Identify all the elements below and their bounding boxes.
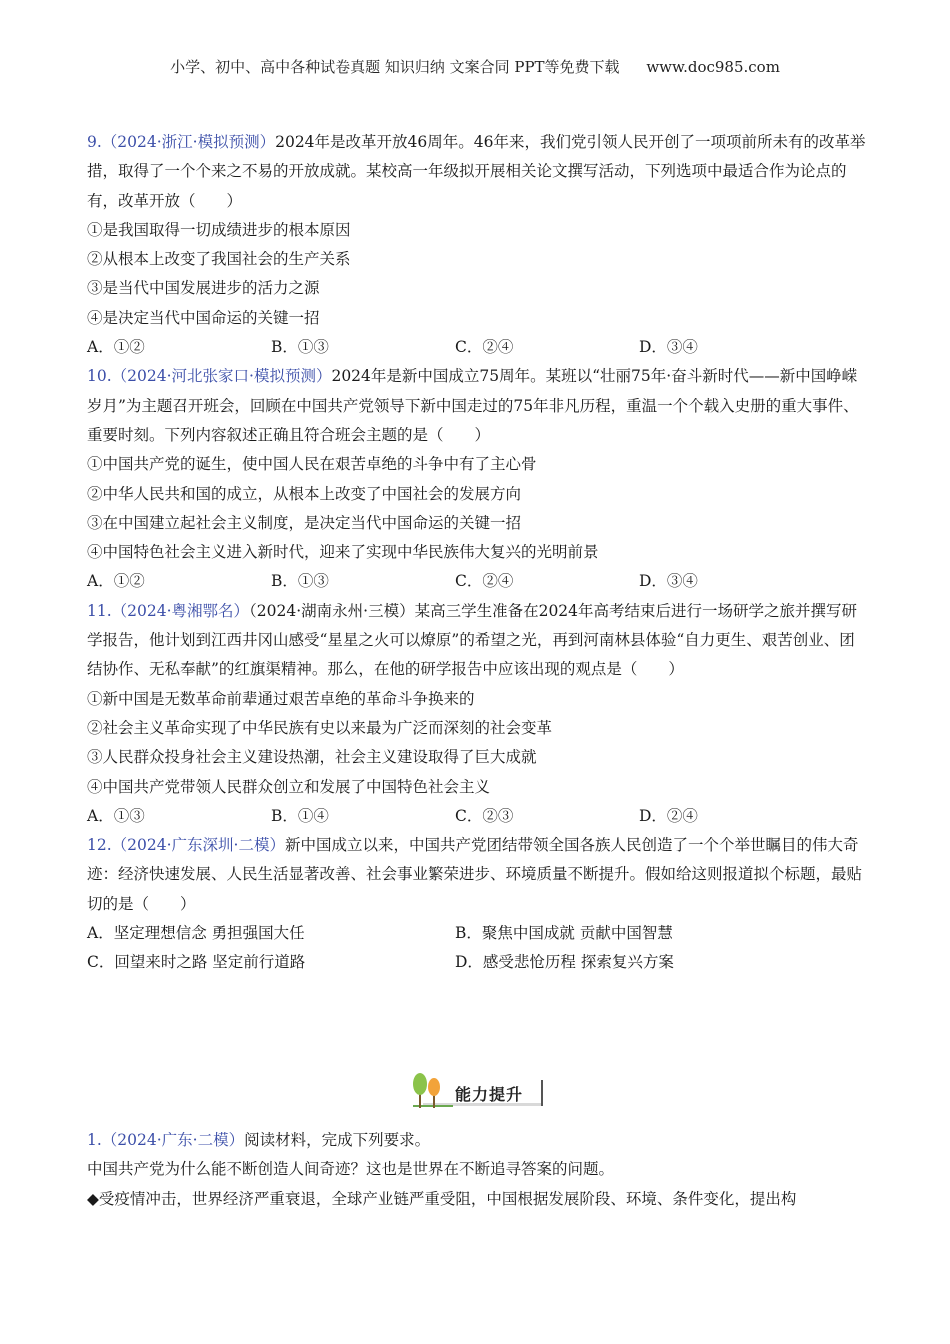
question-ability-1	[87, 1126, 867, 1214]
option-b[interactable]: B．①③	[271, 572, 329, 591]
statement-item: ③是当代中国发展进步的活力之源	[87, 279, 320, 298]
material-line: 中国共产党为什么能不断创造人间奇迹？这也是世界在不断追寻答案的问题。	[87, 1160, 615, 1179]
answer-options	[87, 948, 867, 977]
question-source: 9.（2024·浙江·模拟预测）	[87, 133, 276, 151]
answer-options	[87, 919, 867, 948]
option-d[interactable]: D．②④	[639, 806, 698, 825]
question-12	[87, 831, 867, 977]
answer-options	[87, 333, 867, 362]
option-c[interactable]: C．回望来时之路 坚定前行道路	[87, 953, 306, 972]
statement-item: ②中华人民共和国的成立，从根本上改变了中国社会的发展方向	[87, 484, 522, 503]
option-a[interactable]: A．坚定理想信念 勇担强国大任	[87, 924, 305, 943]
option-b[interactable]: B．聚焦中国成就 贡献中国智慧	[455, 924, 673, 943]
answer-options	[87, 567, 867, 596]
header-text: 小学、初中、高中各种试卷真题 知识归纳 文案合同 PPT等免费下载	[170, 58, 620, 76]
option-a[interactable]: A．①②	[87, 338, 145, 357]
question-10	[87, 362, 867, 596]
question-list	[87, 128, 867, 978]
option-b[interactable]: B．①③	[271, 338, 329, 357]
question-source: 1.（2024·广东·二模）	[87, 1131, 245, 1149]
option-d[interactable]: D．③④	[639, 572, 698, 591]
question-stem: 2024年是新中国成立75周年。某班以“壮丽75年·奋斗新时代——新中国峥嵘岁月”为主题召开班会，回顾在中国共产党领导下新中国走过的75年非凡历程，重温一个个载入史册的重大事件、重要时刻。下列内容叙述正确且符合班会主题的是（ ）	[87, 367, 859, 444]
statement-item: ②从根本上改变了我国社会的生产关系	[87, 250, 351, 269]
statement-item: ①是我国取得一切成绩进步的根本原因	[87, 220, 351, 239]
header-url[interactable]: www.doc985.com	[646, 58, 780, 76]
statement-item: ③在中国建立起社会主义制度，是决定当代中国命运的关键一招	[87, 513, 522, 532]
question-stem: （2024·湖南永州·三模）某高三学生准备在2024年高考结束后进行一场研学之旅并撰写研学报告，他计划到江西井冈山感受“星星之火可以燎原”的希望之光，再到河南林县体验“自力更生、艰苦创业、团结协作、无私奉献”的红旗渠精神。那么，在他的研学报告中应该出现的观点是（ ）	[87, 601, 858, 679]
section-heading	[0, 1072, 950, 1116]
option-c[interactable]: C．②④	[455, 572, 514, 591]
statement-item: ④中国特色社会主义进入新时代，迎来了实现中华民族伟大复兴的光明前景	[87, 543, 599, 562]
statement-item: ①新中国是无数革命前辈通过艰苦卓绝的革命斗争换来的	[87, 689, 475, 708]
question-source: 11.（2024·粤湘鄂名）	[87, 601, 250, 620]
section-title: 能力提升	[455, 1085, 524, 1104]
statement-item: ①中国共产党的诞生，使中国人民在艰苦卓绝的斗争中有了主心骨	[87, 455, 537, 474]
option-c[interactable]: C．②④	[455, 338, 514, 357]
statement-item: ③人民群众投身社会主义建设热潮，社会主义建设取得了巨大成就	[87, 748, 537, 767]
option-a[interactable]: A．①②	[87, 572, 145, 591]
statement-item: ④中国共产党带领人民群众创立和发展了中国特色社会主义	[87, 777, 491, 796]
material-line: ◆受疫情冲击，世界经济严重衰退，全球产业链严重受阻，中国根据发展阶段、环境、条件变化，提出构	[87, 1189, 797, 1208]
option-d[interactable]: D．③④	[639, 338, 698, 357]
question-stem: 阅读材料，完成下列要求。	[244, 1131, 431, 1149]
option-c[interactable]: C．②③	[455, 806, 514, 825]
question-stem: 新中国成立以来，中国共产党团结带领全国各族人民创造了一个个举世瞩目的伟大奇迹：经济快速发展、人民生活显著改善、社会事业繁荣进步、环境质量不断提升。假如给这则报道拟个标题，最贴切的是（ ）	[87, 836, 863, 913]
question-source: 12.（2024·广东深圳·二模）	[87, 836, 285, 855]
question-stem: 2024年是改革开放46周年。46年来，我们党引领人民开创了一项项前所未有的改革举措，取得了一个个来之不易的开放成就。某校高一年级拟开展相关论文撰写活动，下列选项中最适合作为论点的有，改革开放（ ）	[87, 133, 866, 210]
statement-item: ②社会主义革命实现了中华民族有史以来最为广泛而深刻的社会变革	[87, 718, 553, 737]
question-source: 10.（2024·河北张家口·模拟预测）	[87, 367, 332, 386]
question-11	[87, 597, 867, 831]
option-a[interactable]: A．①③	[87, 806, 145, 825]
option-d[interactable]: D．感受悲怆历程 探索复兴方案	[455, 953, 674, 972]
option-b[interactable]: B．①④	[271, 806, 329, 825]
page-header	[0, 56, 950, 77]
answer-options	[87, 802, 867, 831]
statement-item: ④是决定当代中国命运的关键一招	[87, 308, 320, 327]
question-9	[87, 128, 867, 362]
